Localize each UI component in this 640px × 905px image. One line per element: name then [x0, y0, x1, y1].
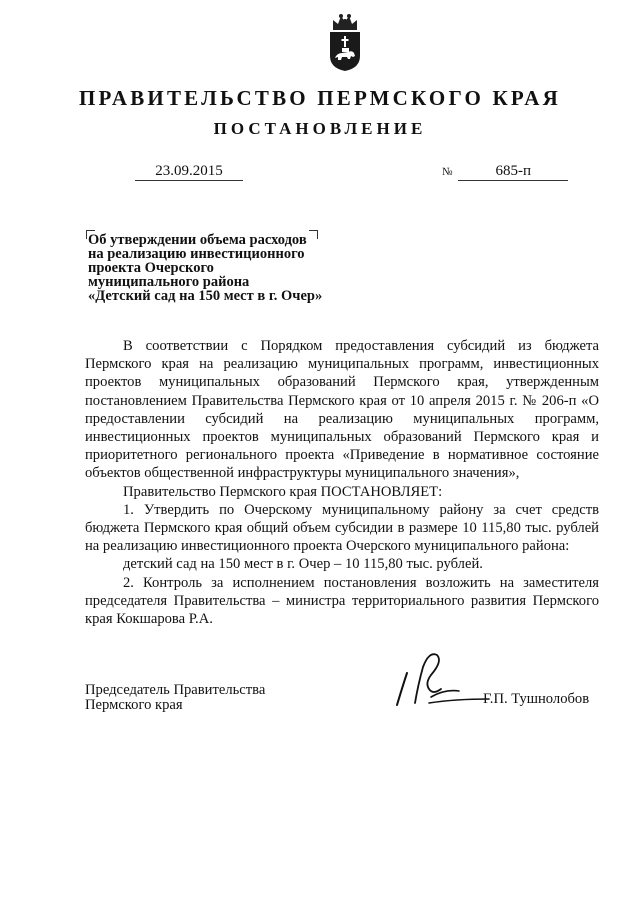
document-type: ПОСТАНОВЛЕНИЕ [213, 119, 427, 138]
paragraph-item-1-detail: детский сад на 150 мест в г. Очер – 10 115,80 тыс. рублей. [123, 556, 483, 573]
heading-line: муниципального района [88, 274, 250, 290]
document-number [442, 162, 568, 181]
coat-of-arms-icon [325, 12, 365, 72]
document-body [85, 337, 599, 628]
heading-line: на реализацию инвестиционного [88, 246, 305, 262]
number-sign: № [442, 166, 453, 178]
number-value: 685-п [458, 162, 568, 181]
paragraph-preamble: В соответствии с Порядком предоставления субсидий из бюджета Пермского края на реализацию муниципальных программ, инвестиционных проектов муниципальных образований Пермского края, утвержденным постановлением Правительства Пермского края от 10 апреля 2015 г. № 206-п «О предоставлении субсидий на реализацию муниципальных программ, инвестиционных проектов муниципальных образований Пермского края и приоритетного регионального проекта «Приведение в нормативное состояние объектов общественной инфраструктуры муниципального значения», [85, 338, 599, 482]
paragraph-item-1: 1. Утвердить по Очерскому муниципальному району за счет средств бюджета Пермского края общий объем субсидии в размере 10 115,80 тыс. рублей на реализацию инвестиционного проекта Очерского муниципального района: [85, 501, 599, 555]
signatory-position-line: Председатель Правительства [85, 682, 266, 698]
signatory-name: Г.П. Тушнолобов [483, 691, 590, 707]
signatory-position [85, 683, 265, 713]
heading-line: проекта Очерского [88, 260, 214, 276]
paragraph-item-2: 2. Контроль за исполнением постановления возложить на заместителя председателя Правительства – министра территориального развития Пермского края Кокшарова Р.А. [85, 574, 599, 628]
signatory-position-line: Пермского края [85, 697, 183, 713]
document-date: 23.09.2015 [135, 162, 243, 181]
government-title: ПРАВИТЕЛЬСТВО ПЕРМСКОГО КРАЯ [78, 86, 561, 110]
heading-line: Об утверждении объема расходов [88, 232, 307, 248]
handwritten-signature-icon [385, 645, 495, 715]
paragraph-resolves: Правительство Пермского края ПОСТАНОВЛЯЕТ: [123, 483, 443, 500]
heading-line: «Детский сад на 150 мест в г. Очер» [88, 288, 323, 304]
document-heading [88, 233, 388, 303]
